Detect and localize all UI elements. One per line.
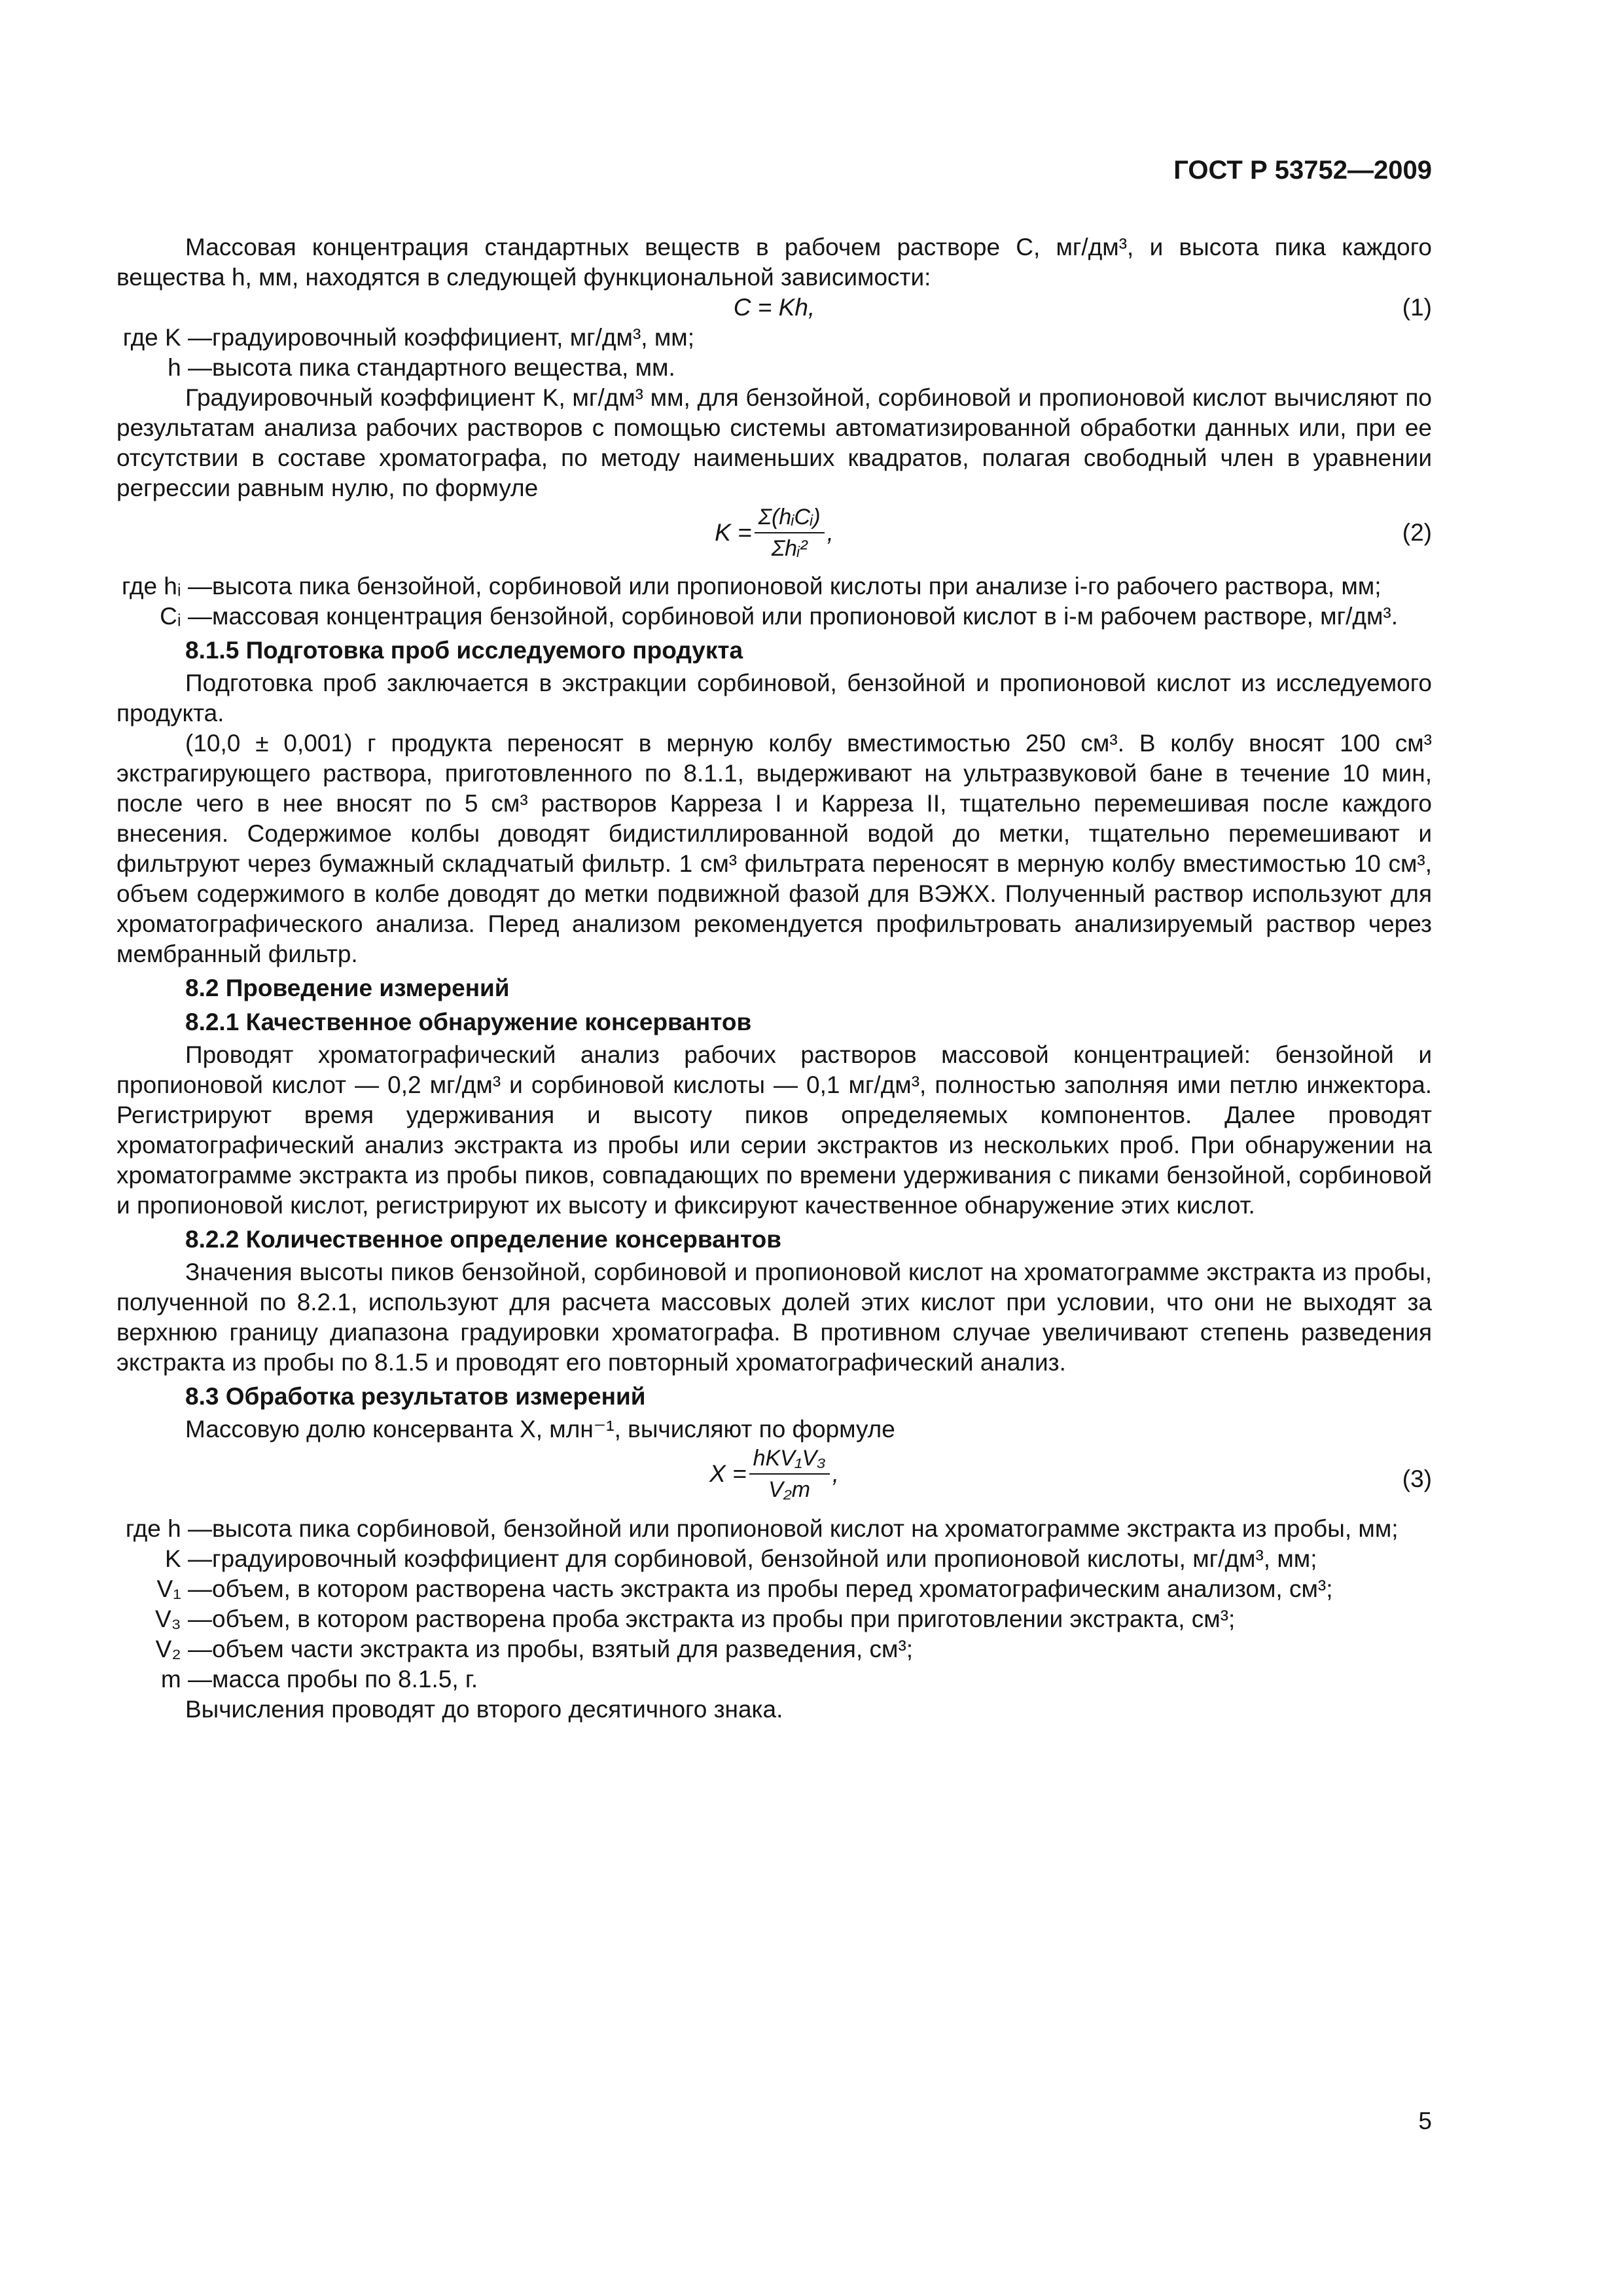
section-heading-8-2-1: 8.2.1 Качественное обнаружение консервантов xyxy=(185,1009,752,1035)
formula-expression xyxy=(715,503,834,562)
formula-1 xyxy=(116,293,1432,323)
fraction-numerator: hKV₁V₃ xyxy=(749,1444,830,1475)
definition-symbol: где h — xyxy=(125,1515,212,1542)
formula-number: (2) xyxy=(1402,519,1432,546)
definition-text: объем части экстракта из пробы, взятый для разведения, см³; xyxy=(212,1636,914,1662)
definition-symbol: h — xyxy=(168,354,212,381)
fraction xyxy=(749,1444,830,1503)
section-heading-8-2-2: 8.2.2 Количественное определение консервантов xyxy=(185,1226,781,1253)
definition-symbol: где K — xyxy=(122,324,212,351)
definition-symbol: Cᵢ — xyxy=(160,603,212,630)
fraction-denominator: Σhᵢ² xyxy=(771,536,808,561)
section-heading-8-1-5: 8.1.5 Подготовка проб исследуемого продукта xyxy=(185,637,743,664)
paragraph: Массовую долю консерванта X, млн⁻¹, вычисляют по формуле xyxy=(185,1416,895,1443)
definition-text: высота пика сорбиновой, бензойной или пропионовой кислот на хроматограмме экстракта из пробы, мм; xyxy=(212,1515,1399,1542)
definition-text: объем, в котором растворена проба экстракта из пробы при приготовлении экстракта, см³; xyxy=(212,1605,1236,1632)
paragraph: (10,0 ± 0,001) г продукта переносят в мерную колбу вместимостью 250 см³. В колбу вносят 100 см³ экстрагирующего раствора, приготовленного по 8.1.1, выдерживают на ультразвуковой бане в течение 10 мин, после чего в нее вносят по 5 см³ растворов Карреза I и Карреза II, тщательно перемешивая после каждого внесения. Содержимое колбы доводят бидистиллированной водой до метки, тщательно перемешивают и фильтруют через бумажный складчатый фильтр. 1 см³ фильтрата переносят в мерную колбу вместимостью 10 см³, объем содержимого в колбе доводят до метки подвижной фазой для ВЭЖХ. Полученный раствор используют для хроматографического анализа. Перед анализом рекомендуется профильтровать анализируемый раствор через мембранный фильтр. xyxy=(116,730,1432,967)
paragraph: Подготовка проб заключается в экстракции сорбиновой, бензойной и пропионовой кислот из исследуемого продукта. xyxy=(116,670,1432,726)
definition-symbol: V₁ — xyxy=(156,1575,212,1602)
definition-list xyxy=(116,1514,1432,1695)
section-heading-8-2: 8.2 Проведение измерений xyxy=(185,975,510,1001)
paragraph: Массовая концентрация стандартных веществ в рабочем растворе С, мг/дм³, и высота пика каждого вещества h, мм, находятся в следующей функциональной зависимости: xyxy=(116,234,1432,291)
definition-text: масса пробы по 8.1.5, г. xyxy=(212,1666,478,1693)
definition-list xyxy=(116,323,1432,383)
formula-expression xyxy=(709,1444,839,1503)
formula-number: (3) xyxy=(1402,1465,1432,1492)
paragraph: Градуировочный коэффициент K, мг/дм³ мм, для бензойной, сорбиновой и пропионовой кислот вычисляют по результатам анализа рабочих растворов с помощью системы автоматизированной обработки данных или, при ее отсутствии в составе хроматографа, по методу наименьших квадратов, полагая свободный член в уравнении регрессии равным нулю, по формуле xyxy=(116,384,1432,501)
definition-text: градуировочный коэффициент для сорбиновой, бензойной или пропионовой кислоты, мг/дм³, мм; xyxy=(212,1545,1317,1572)
page-number: 5 xyxy=(1418,2108,1432,2134)
formula-number: (1) xyxy=(1402,294,1432,321)
document-code: ГОСТ Р 53752—2009 xyxy=(1173,156,1432,185)
definition-symbol: V₂ — xyxy=(155,1636,212,1662)
formula-lhs: K = xyxy=(715,519,752,546)
paragraph: Вычисления проводят до второго десятичного знака. xyxy=(185,1696,783,1723)
definition-symbol: V₃ — xyxy=(154,1605,212,1632)
page-body xyxy=(116,232,1432,1725)
paragraph: Значения высоты пиков бензойной, сорбиновой и пропионовой кислот на хроматограмме экстракта из пробы, полученной по 8.2.1, используют для расчета массовых долей этих кислот при условии, что они не выходят за верхнюю границу диапазона градуировки хроматографа. В противном случае увеличивают степень разведения экстракта из пробы по 8.1.5 и проводят его повторный хроматографический анализ. xyxy=(116,1259,1432,1376)
definition-list xyxy=(116,571,1432,632)
formula-3 xyxy=(116,1444,1432,1514)
formula-tail: , xyxy=(832,1460,839,1487)
definition-text: объем, в котором растворена часть экстракта из пробы перед хроматографическим анализом, см³; xyxy=(212,1575,1333,1602)
fraction-numerator: Σ(hᵢCᵢ) xyxy=(755,503,825,533)
definition-symbol: где hᵢ — xyxy=(122,573,212,600)
definition-symbol: m — xyxy=(160,1666,212,1693)
definition-symbol: K — xyxy=(165,1545,212,1572)
definition-text: градуировочный коэффициент, мг/дм³, мм; xyxy=(212,324,694,351)
paragraph: Проводят хроматографический анализ рабочих растворов массовой концентрацией: бензойной и пропионовой кислот — 0,2 мг/дм³ и сорбиновой кислоты — 0,1 мг/дм³, полностью заполняя ими петлю инжектора. Регистрируют время удерживания и высоту пиков определяемых компонентов. Далее проводят хроматографический анализ экстракта из пробы или серии экстрактов из нескольких проб. При обнаружении на хроматограмме экстракта из пробы пиков, совпадающих по времени удерживания с пиками бензойной, сорбиновой и пропионовой кислот, регистрируют их высоту и фиксируют качественное обнаружение этих кислот. xyxy=(116,1041,1432,1219)
section-heading-8-3: 8.3 Обработка результатов измерений xyxy=(185,1383,646,1410)
definition-text: высота пика стандартного вещества, мм. xyxy=(212,354,675,381)
definition-text: массовая концентрация бензойной, сорбиновой или пропионовой кислот в i-м рабочем растворе, мг/дм³. xyxy=(212,603,1399,630)
definition-text: высота пика бензойной, сорбиновой или пропионовой кислоты при анализе i-го рабочего раствора, мм; xyxy=(212,573,1382,600)
formula-tail: , xyxy=(827,519,834,546)
fraction-denominator: V₂m xyxy=(768,1477,811,1502)
formula-expression: C = Kh, xyxy=(733,294,815,321)
formula-lhs: X = xyxy=(709,1460,747,1487)
formula-2 xyxy=(116,503,1432,571)
fraction xyxy=(755,503,825,562)
